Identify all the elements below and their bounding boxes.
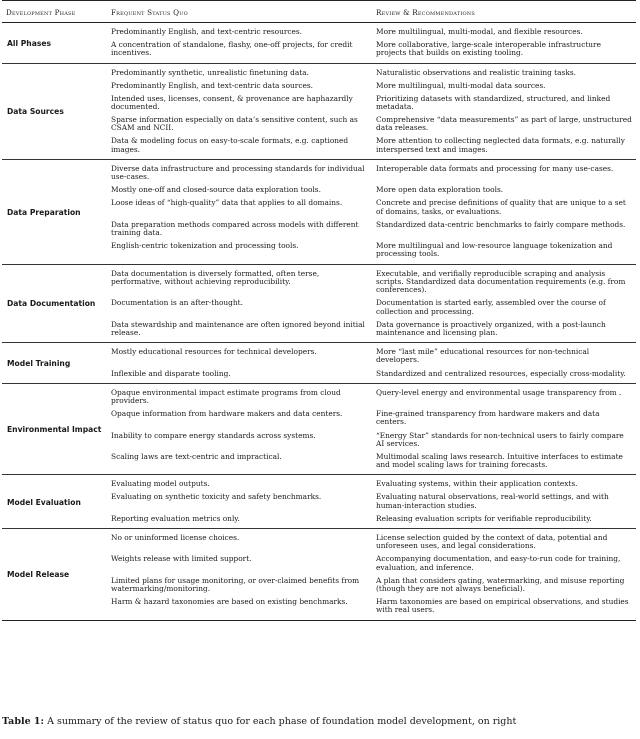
caption-label: Table 1: [2, 716, 45, 727]
status-quo-cell: Data stewardship and maintenance are often ignored beyond initial release. [111, 319, 365, 337]
status-quo-cell: Diverse data infrastructure and processing standards for individual use-cases. [111, 164, 365, 182]
recommendation-cell: Multimodal scaling laws research. Intuitive interfaces to estimate and model scaling laws for training forecasts. [376, 451, 623, 470]
recommendation-cell: More collaborative, large-scale interoperable infrastructure projects that builds on existing tooling. [376, 40, 601, 58]
status-quo-cell: English-centric tokenization and processing tools. [111, 241, 299, 251]
recommendation-cell: Evaluating systems, within their application contexts. [376, 479, 578, 489]
recommendation-cell: Releasing evaluation scripts for verifiable reproducibility. [376, 513, 592, 523]
phase-cell: Data Preparation [7, 207, 81, 217]
status-quo-cell: No or uninformed license choices. [111, 533, 240, 543]
recommendation-cell: Interoperable data formats and processing for many use-cases. [376, 164, 614, 173]
recommendation-cell: A plan that considers gating, watermarking, and misuse reporting (though they are not always beneficial). [376, 575, 625, 594]
status-quo-cell: Predominantly synthetic, unrealistic finetuning data. [111, 67, 310, 77]
status-quo-cell: Evaluating model outputs. [111, 479, 210, 489]
table-row [2, 475, 636, 491]
table-row [2, 264, 636, 297]
status-quo-cell: Predominantly English, and text-centric data sources. [111, 80, 313, 90]
status-quo-cell: A concentration of standalone, flashy, one-off projects, for credit incentives. [111, 40, 353, 58]
status-quo-cell: Predominantly English, and text-centric resources. [111, 27, 303, 36]
recommendation-cell: More multilingual, multi-modal data sources. [376, 80, 546, 90]
header-recommendations: Review & Recommendations [376, 8, 476, 17]
status-quo-cell: Reporting evaluation metrics only. [111, 513, 240, 523]
recommendation-cell: More open data exploration tools. [376, 185, 504, 195]
recommendation-cell: Standardized and centralized resources, especially cross-modality. [376, 368, 626, 378]
status-quo-cell: Limited plans for usage monitoring, or over-claimed benefits from watermarking/monitoring. [111, 575, 360, 594]
summary-table [2, 0, 636, 621]
phase-cell: Model Release [7, 570, 70, 580]
phase-cell: All Phases [7, 38, 52, 48]
table-row [2, 529, 636, 553]
recommendation-cell: Naturalistic observations and realistic training tasks. [376, 67, 576, 77]
recommendation-cell: Standardized data-centric benchmarks to fairly compare methods. [376, 219, 626, 229]
phase-cell: Environmental Impact [7, 425, 102, 435]
header-status-quo: Frequent Status Quo [111, 8, 188, 17]
status-quo-cell: Scaling laws are text-centric and impractical. [111, 451, 282, 461]
status-quo-cell: Opaque environmental impact estimate programs from cloud providers. [111, 387, 341, 406]
recommendation-cell: “Energy Star” standards for non-technical users to fairly compare AI services. [376, 430, 624, 448]
phase-cell: Data Documentation [7, 299, 96, 309]
table-header-row [2, 1, 636, 23]
recommendation-cell: License selection guided by the context of data, potential and unforeseen uses, and legal considerations. [376, 533, 608, 551]
recommendation-cell: Query-level energy and environmental usage transparency from . [376, 387, 622, 397]
table-caption [2, 716, 640, 727]
table-row [2, 343, 636, 367]
phase-cell: Data Sources [7, 107, 64, 117]
status-quo-cell: Data & modeling focus on easy-to-scale formats, e.g. captioned images. [111, 136, 349, 154]
status-quo-cell: Documentation is an after-thought. [111, 298, 243, 308]
status-quo-cell: Harm & hazard taxonomies are based on existing benchmarks. [111, 597, 348, 607]
status-quo-cell: Mostly educational resources for technical developers. [111, 347, 317, 357]
status-quo-cell: Mostly one-off and closed-source data exploration tools. [111, 185, 321, 195]
table-row [2, 160, 636, 184]
recommendation-cell: More attention to collecting neglected data formats, e.g. naturally interspersed text and images. [376, 136, 625, 154]
status-quo-cell: Opaque information from hardware makers and data centers. [111, 409, 343, 419]
recommendation-cell: Executable, and verifially reproducible scraping and analysis scripts. Standardized data documentation requirements (e.g. from conferences). [376, 268, 626, 295]
status-quo-cell: Inability to compare energy standards across systems. [111, 430, 316, 440]
table-body [2, 23, 636, 621]
status-quo-cell: Inflexible and disparate tooling. [111, 368, 231, 378]
phase-cell: Model Evaluation [7, 497, 81, 507]
header-development-phase: Development Phase [6, 8, 76, 17]
status-quo-cell: Data preparation methods compared across models with different training data. [111, 219, 359, 238]
recommendation-cell: Fine-grained transparency from hardware makers and data centers. [376, 409, 600, 427]
recommendation-cell: Concrete and precise definitions of quality that are unique to a set of domains, tasks, or evaluations. [376, 198, 626, 216]
recommendation-cell: More multilingual and low-resource language tokenization and processing tools. [376, 241, 613, 259]
recommendation-cell: Data governance is proactively organized, with a post-launch maintenance and licensing plan. [376, 319, 606, 337]
table-row [2, 63, 636, 79]
recommendation-cell: Accompanying documentation, and easy-to-run code for training, evaluation, and inference. [376, 554, 621, 572]
table-row [2, 383, 636, 407]
recommendation-cell: Comprehensive “data measurements” as part of large, unstructured data releases. [376, 115, 632, 133]
recommendation-cell: More “last mile” educational resources for non-technical developers. [376, 347, 590, 365]
caption-text: A summary of the review of status quo for each phase of foundation model development, on right [47, 716, 517, 727]
status-quo-cell: Evaluating on synthetic toxicity and safety benchmarks. [111, 492, 322, 502]
status-quo-cell: Weights release with limited support. [111, 554, 252, 564]
status-quo-cell: Sparse information especially on data’s sensitive content, such as CSAM and NCII. [111, 115, 358, 133]
recommendation-cell: More multilingual, multi-modal, and flexible resources. [376, 27, 583, 36]
phase-cell: Model Training [7, 359, 71, 369]
status-quo-cell: Loose ideas of “high-quality” data that applies to all domains. [111, 198, 343, 208]
recommendation-cell: Prioritizing datasets with standardized, structured, and linked metadata. [376, 93, 611, 112]
status-quo-cell: Intended uses, licenses, consent, & provenance are haphazardly documented. [111, 93, 353, 112]
status-quo-cell: Data documentation is diversely formatted, often terse, performative, without achieving reproducibility. [111, 268, 320, 286]
recommendation-cell: Harm taxonomies are based on empirical observations, and studies with real users. [376, 597, 629, 615]
recommendation-cell: Documentation is started early, assembled over the course of collection and processing. [376, 298, 606, 316]
table-row [2, 23, 636, 39]
recommendation-cell: Evaluating natural observations, real-world settings, and with human-interaction studies. [376, 492, 609, 510]
